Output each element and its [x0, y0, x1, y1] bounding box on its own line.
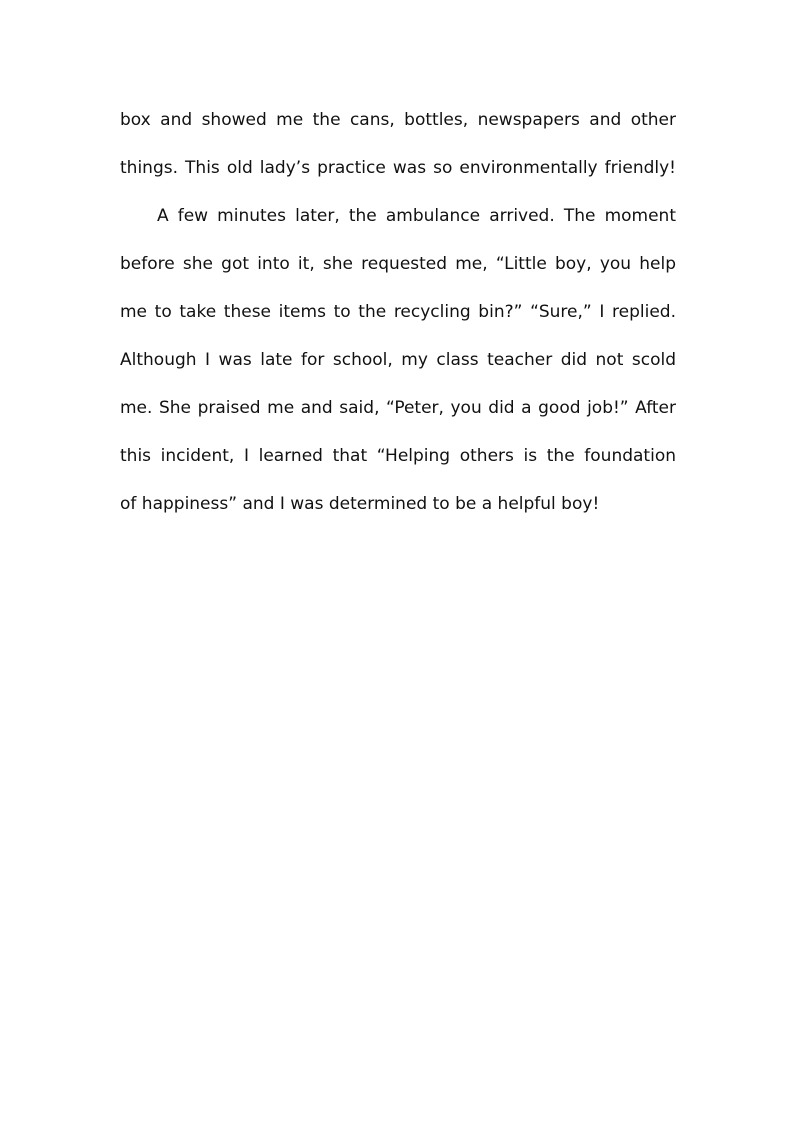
text-line: box and showed me the cans, bottles, newspapers and other [120, 110, 676, 130]
text-line: before she got into it, she requested me, “Little boy, you help [120, 254, 676, 274]
text-line: me. She praised me and said, “Peter, you did a good job!” After [120, 398, 676, 418]
text-line: things. This old lady’s practice was so environmentally friendly! [120, 158, 676, 178]
story-text [120, 105, 676, 537]
text-line: me to take these items to the recycling bin?” “Sure,” I replied. [120, 302, 676, 322]
text-line: A few minutes later, the ambulance arrived. The moment [157, 206, 676, 226]
text-line: Although I was late for school, my class teacher did not scold [120, 350, 676, 370]
text-line: of happiness” and I was determined to be a helpful boy! [120, 494, 600, 514]
text-line: this incident, I learned that “Helping others is the foundation [120, 446, 676, 466]
